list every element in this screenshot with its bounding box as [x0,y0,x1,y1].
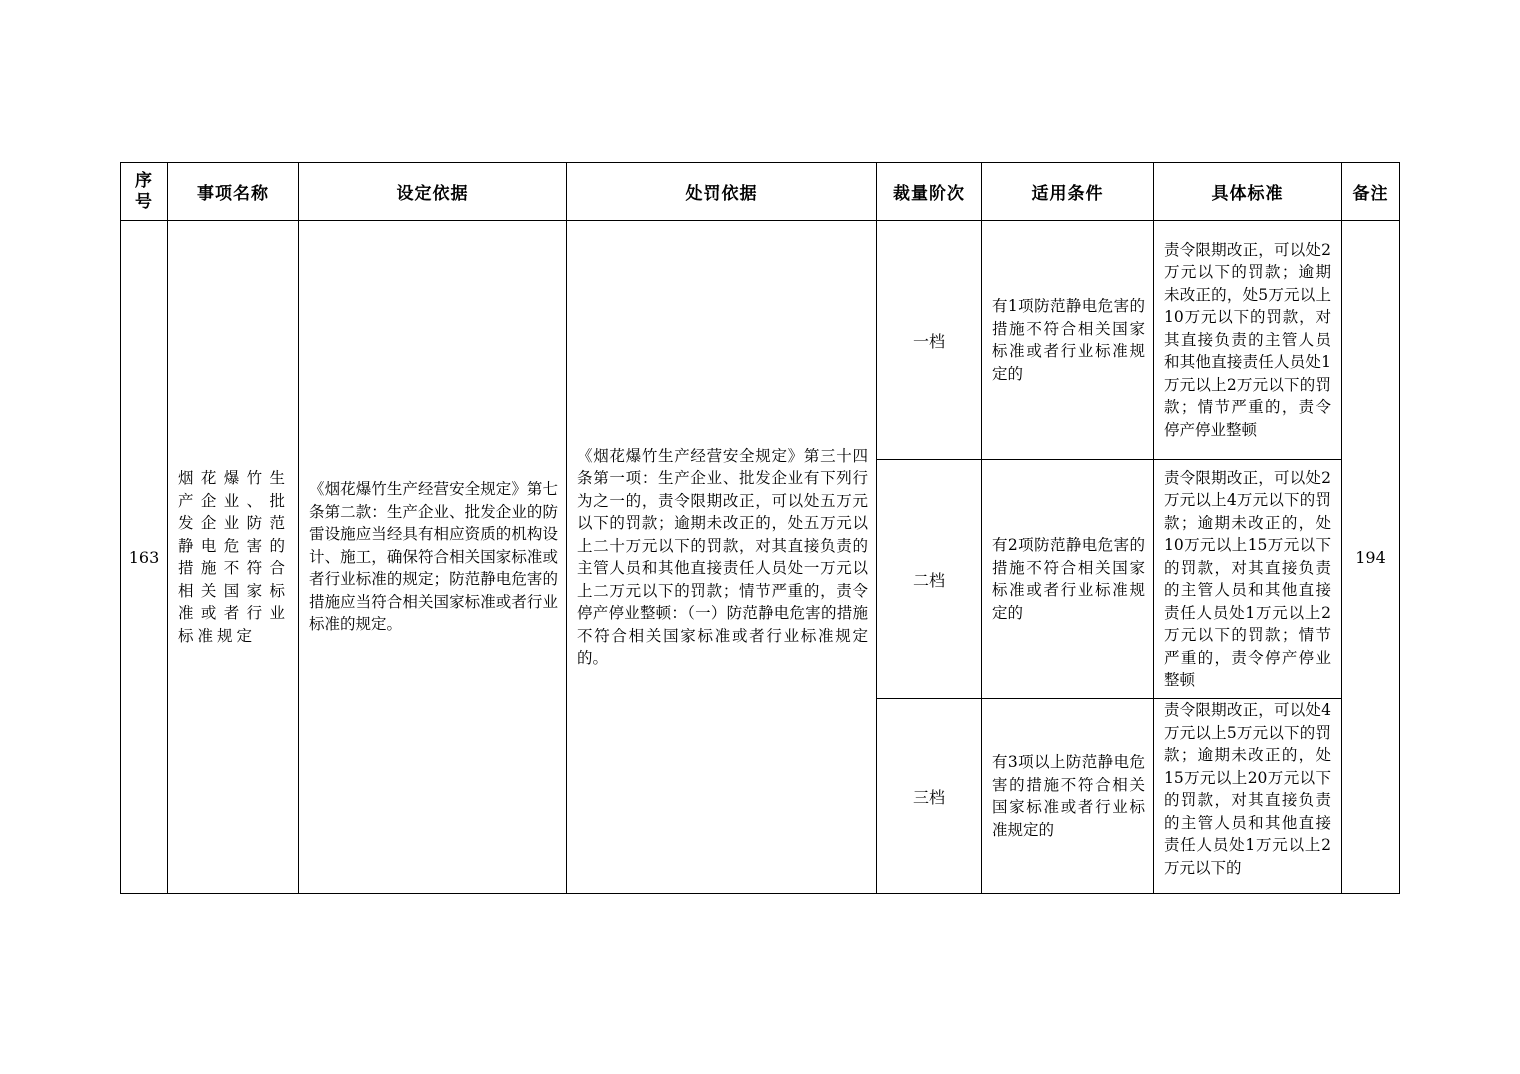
penalty-discretion-table [120,162,1400,894]
table-row-tier-1 [121,221,1400,460]
tier-2-label: 二档 [912,570,945,590]
header-standard: 具体标准 [1154,163,1342,221]
condition-1-cell [982,221,1154,460]
tier-2-cell [877,460,982,699]
standard-3-cell [1154,699,1342,894]
condition-2-cell [982,460,1154,699]
standard-3-wrap [1154,699,1341,893]
tier-3-label: 三档 [912,787,945,807]
tier-1-label: 一档 [912,331,945,351]
standard-3: 责令限期改正，可以处4万元以上5万元以下的罚款；逾期未改正的，处15万元以上20万元以下的罚款，对其直接负责的主管人员和其他直接责任人员处1万元以上2万元以下的 [1164,701,1331,877]
standard-2: 责令限期改正，可以处2万元以上4万元以下的罚款；逾期未改正的，处10万元以上15万元以下的罚款，对其直接负责的主管人员和其他直接责任人员处1万元以上2万元以下的罚款；情节严重的，责令停产停业整顿 [1164,468,1331,689]
condition-1: 有1项防范静电危害的措施不符合相关国家标准或者行业标准规定的 [992,297,1145,383]
header-seq: 序号 [121,163,168,221]
condition-2: 有2项防范静电危害的措施不符合相关国家标准或者行业标准规定的 [992,536,1145,622]
standard-1: 责令限期改正，可以处2万元以下的罚款；逾期未改正的，处5万元以上10万元以下的罚款，对其直接负责的主管人员和其他直接责任人员处1万元以上2万元以下的罚款；情节严重的，责令停产停业整顿 [1164,240,1331,439]
tier-3-cell [877,699,982,894]
row-seq-cell [121,221,168,894]
remarks-cell [1342,221,1400,894]
header-row [121,163,1400,221]
header-penalty-basis: 处罚依据 [567,163,877,221]
basis-cell [299,221,567,894]
row-seq: 163 [128,547,160,567]
condition-3: 有3项以上防范静电危害的措施不符合相关国家标准或者行业标准规定的 [992,753,1145,839]
penalty-basis-cell [567,221,877,894]
standard-1-cell [1154,221,1342,460]
tier-1-cell [877,221,982,460]
item-name-cell [168,221,299,894]
standard-2-cell [1154,460,1342,699]
setting-basis: 《烟花爆竹生产经营安全规定》第七条第二款：生产企业、批发企业的防雷设施应当经具有相应资质的机构设计、施工，确保符合相关国家标准或者行业标准的规定；防范静电危害的措施应当符合相关国家标准或者行业标准的规定。 [309,480,558,634]
condition-3-cell [982,699,1154,894]
standard-1-wrap [1154,221,1341,459]
header-condition: 适用条件 [982,163,1154,221]
remarks: 194 [1355,547,1386,567]
header-remarks: 备注 [1342,163,1400,221]
item-name: 烟花爆竹生产企业、批发企业防范静电危害的措施不符合相关国家标准或者行业标准规定 [178,469,289,645]
header-basis: 设定依据 [299,163,567,221]
standard-2-wrap [1154,460,1341,698]
header-tier: 裁量阶次 [877,163,982,221]
penalty-basis: 《烟花爆竹生产经营安全规定》第三十四条第一项：生产企业、批发企业有下列行为之一的，责令限期改正，可以处五万元以下的罚款；逾期未改正的，处五万元以上二十万元以下的罚款，对其直接负责的主管人员和其他直接责任人员处一万元以上二万元以下的罚款；情节严重的，责令停产停业整顿：（一）防范静电危害的措施不符合相关国家标准或者行业标准规定的。 [577,446,868,667]
header-item-name: 事项名称 [168,163,299,221]
